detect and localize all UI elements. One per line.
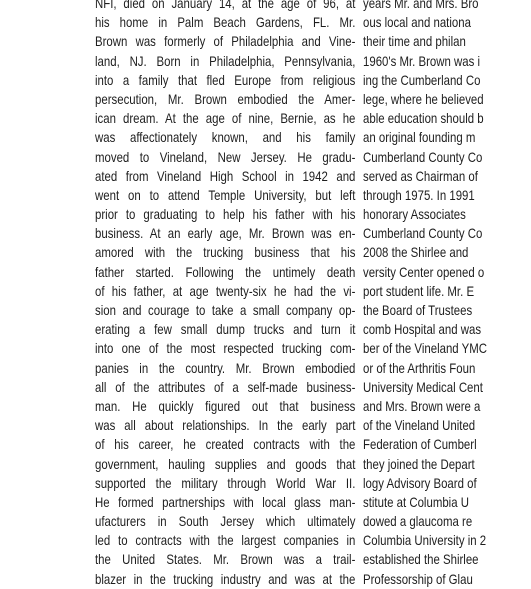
right-column-line: comb Hospital and was — [363, 322, 482, 338]
right-column-line: Columbia University in 2 — [363, 533, 487, 549]
left-column-line: Brown was formerly of Philadelphia and Vine- — [95, 34, 356, 50]
right-column-line: or of the Arthritis Foun — [363, 360, 476, 376]
left-column-line: of his career, he created contracts with the — [95, 437, 356, 453]
left-column-line: government, hauling supplies and goods that — [95, 456, 356, 472]
left-column-line: persecution, Mr. Brown embodied the Amer- — [95, 91, 356, 107]
left-column-line: business. At an early age, Mr. Brown was en- — [95, 226, 356, 242]
right-column-line: stitute at Columbia U — [363, 494, 469, 510]
left-column-line: was affectionately known, and his family — [95, 130, 356, 146]
right-column-line: established the Shirlee — [363, 552, 479, 568]
left-column-line: panies in the country. Mr. Brown embodied — [95, 360, 356, 376]
right-column-line: versity Center opened o — [363, 264, 485, 280]
left-column-line: man. He quickly figured out that business — [95, 398, 356, 414]
right-column-line: University Medical Cent — [363, 379, 483, 395]
right-column-line: logy Advisory Board of — [363, 475, 477, 491]
right-column-line: they joined the Depart — [363, 456, 475, 472]
left-column-line: NFI, died on January 14, at the age of 96, at — [95, 0, 356, 11]
right-column-line: Cumberland County Co — [363, 226, 483, 242]
right-column-line: Federation of Cumberl — [363, 437, 477, 453]
article-column-right — [363, 0, 512, 589]
left-column-line: all of the attributes of a self-made business- — [95, 379, 356, 395]
left-column-line: blazer in the trucking industry and was at the — [95, 571, 356, 587]
left-column-line: moved to Vineland, New Jersey. He gradu- — [95, 149, 356, 165]
right-column-line: Cumberland County Co — [363, 149, 483, 165]
left-column-line: sion and courage to take a small company op- — [95, 303, 356, 318]
left-column-line: led to contracts with the largest companies in — [95, 533, 356, 549]
right-column-line: ing the Cumberland Co — [363, 72, 481, 88]
left-column-line: land, NJ. Born in Philadelphia, Pennsylvania, — [95, 53, 356, 69]
left-column-line: erating a few small dump trucks and turn it — [95, 322, 356, 338]
left-column-line: prior to graduating to help his father with his — [95, 207, 356, 223]
right-column-line: served as Chairman of — [363, 168, 478, 184]
right-column-line: able education should b — [363, 111, 484, 127]
left-column-line: into one of the most respected trucking com- — [95, 341, 356, 357]
right-column-line: lege, where he believed — [363, 91, 484, 107]
right-column-line: 1960's Mr. Brown was i — [363, 53, 481, 69]
left-column-line: father started. Following the untimely death — [95, 264, 356, 280]
right-column-line: through 1975. In 1991 — [363, 187, 475, 203]
right-column-line: the Board of Trustees — [363, 303, 473, 318]
right-column-line: years Mr. and Mrs. Bro — [363, 0, 479, 11]
right-column-line: ous local and nationa — [363, 15, 471, 31]
left-column-line: supported the military through World War II. — [95, 475, 356, 491]
article-column-left — [95, 0, 355, 589]
left-column-line: was all about relationships. In the early part — [95, 418, 356, 434]
left-column-line: ican dream. At the age of nine, Bernie, as he — [95, 111, 356, 127]
left-column-line: of his father, at age twenty-six he had the vi- — [95, 283, 356, 299]
right-column-line: dowed a glaucoma re — [363, 514, 473, 530]
right-column-line: honorary Associates — [363, 207, 466, 223]
left-column-line: the United States. Mr. Brown was a trail- — [95, 552, 356, 568]
right-column-line: their time and philan — [363, 34, 466, 50]
right-column-line: Professorship of Glau — [363, 571, 473, 587]
right-column-line: ber of the Vineland YMC — [363, 341, 488, 357]
left-column-line: went on to attend Temple University, but left — [95, 187, 356, 203]
right-column-line: port student life. Mr. E — [363, 283, 475, 299]
left-column-line: into a family that fled Europe from religious — [95, 72, 356, 88]
right-column-line: of the Vineland United — [363, 418, 476, 434]
left-column-line: amored with the trucking business that his — [95, 245, 356, 261]
right-column-line: 2008 the Shirlee and — [363, 245, 469, 261]
left-column-line: his home in Palm Beach Gardens, FL. Mr. — [95, 15, 356, 31]
left-column-line: He formed partnerships with local glass man- — [95, 494, 356, 510]
right-column-line: and Mrs. Brown were a — [363, 398, 481, 414]
left-column-line: ated from Vineland High School in 1942 and — [95, 168, 356, 184]
right-column-line: an original founding m — [363, 130, 476, 146]
left-column-line: ufacturers in South Jersey which ultimately — [95, 514, 356, 530]
